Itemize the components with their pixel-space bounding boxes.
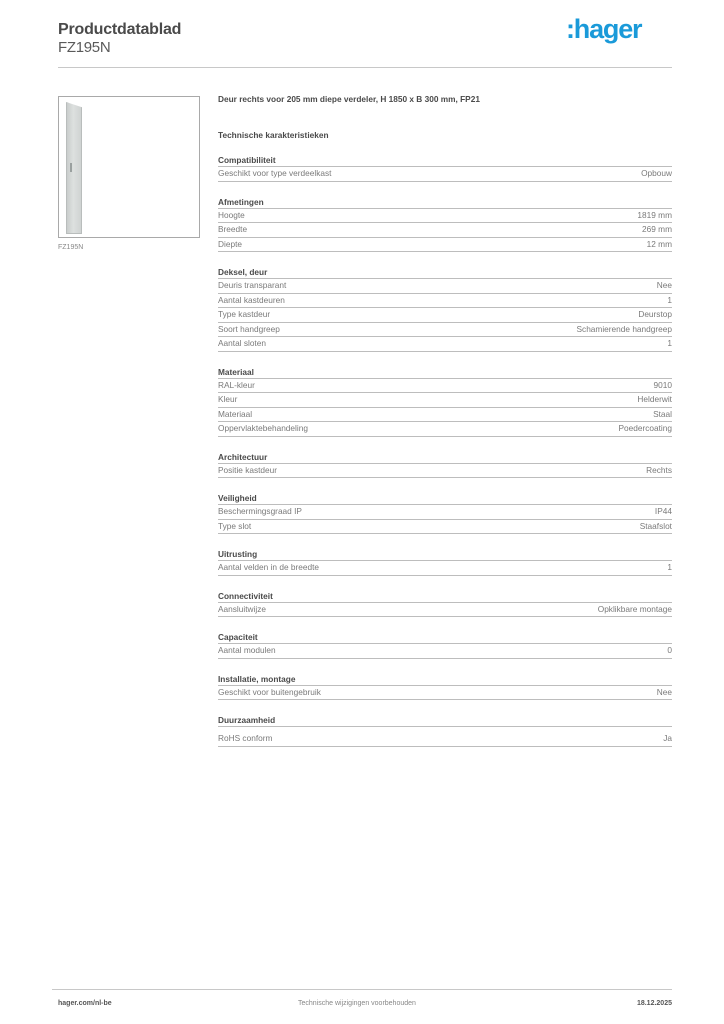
spec-value: 9010 (653, 379, 672, 390)
spec-label: Aansluitwijze (218, 603, 266, 614)
spec-value: Staal (653, 408, 672, 419)
section-heading: Installatie, montage (218, 673, 672, 686)
spec-label: Aantal sloten (218, 338, 266, 348)
spec-section (218, 714, 672, 747)
spec-label: Diepte (218, 238, 242, 249)
spec-section (218, 266, 672, 352)
spec-label: Kleur (218, 394, 238, 404)
spec-label: Beschermingsgraad IP (218, 506, 302, 516)
spec-row (218, 393, 672, 408)
spec-row (218, 520, 672, 535)
spec-row (218, 379, 672, 394)
spec-section (218, 451, 672, 479)
spec-row (218, 279, 672, 294)
spec-value: Staafslot (639, 520, 672, 531)
spec-row (218, 223, 672, 238)
spec-value: Schamierende handgreep (576, 323, 672, 334)
spec-label: Geschikt voor buitengebruik (218, 686, 321, 697)
spec-value: 1819 mm (637, 209, 672, 220)
spec-row (218, 505, 672, 520)
spec-row (218, 603, 672, 618)
spec-label: Breedte (218, 224, 248, 234)
spec-value: 0 (667, 645, 672, 655)
product-spec-content (218, 94, 672, 747)
section-heading: Veiligheid (218, 492, 672, 505)
spec-value: Nee (656, 686, 672, 697)
section-heading: Uitrusting (218, 548, 672, 561)
door-handle-icon (70, 163, 72, 172)
spec-value: Ja (663, 733, 672, 743)
section-heading: Architectuur (218, 451, 672, 464)
product-description: Deur rechts voor 205 mm diepe verdeler, H 1850 x B 300 mm, FP21 (218, 94, 480, 104)
spec-label: Positie kastdeur (218, 464, 278, 475)
spec-value: Opklikbare montage (597, 603, 672, 614)
spec-section (218, 631, 672, 659)
spec-value: 12 mm (646, 238, 672, 249)
spec-section (218, 492, 672, 534)
spec-value: IP44 (654, 506, 672, 516)
spec-value: 1 (667, 294, 672, 305)
spec-value: Rechts (646, 464, 672, 475)
spec-label: Aantal velden in de breedte (218, 562, 320, 572)
spec-label: Geschikt voor type verdeelkast (218, 168, 332, 178)
spec-value: Deurstop (638, 309, 672, 319)
spec-label: Type kastdeur (218, 309, 271, 319)
spec-section (218, 548, 672, 576)
footer-date: 18.12.2025 (636, 1000, 672, 1007)
spec-row (218, 308, 672, 323)
spec-section (218, 366, 672, 437)
spec-row (218, 561, 672, 576)
spec-label: Aantal kastdeuren (218, 294, 285, 305)
spec-label: Oppervlaktebehandeling (218, 423, 308, 433)
page-title: Productdatablad (58, 21, 182, 38)
section-heading: Duurzaamheid (218, 714, 672, 727)
section-heading: Compatibiliteit (218, 154, 672, 167)
section-heading: Connectiviteit (218, 590, 672, 603)
spec-label: RAL-kleur (218, 379, 255, 390)
hager-logo: :hager (566, 14, 642, 44)
product-image-caption: FZ195N (58, 244, 84, 251)
spec-label: Materiaal (218, 408, 253, 419)
spec-row (218, 323, 672, 338)
spec-value: 1 (667, 338, 672, 348)
spec-label: Soort handgreep (218, 323, 280, 334)
spec-value: Helderwit (637, 394, 672, 404)
section-heading: Afmetingen (218, 196, 672, 209)
spec-label: RoHS conform (218, 733, 273, 743)
product-image (58, 96, 200, 238)
spec-row (218, 732, 672, 747)
footer-divider (52, 989, 672, 990)
spec-row (218, 337, 672, 352)
spec-label: Aantal modulen (218, 645, 276, 655)
spec-row (218, 167, 672, 182)
section-heading: Deksel, deur (218, 266, 672, 279)
spec-label: Type slot (218, 520, 252, 531)
spec-row (218, 422, 672, 437)
spec-row (218, 209, 672, 224)
spec-sections (218, 154, 672, 747)
spec-row (218, 238, 672, 253)
spec-section (218, 590, 672, 618)
spec-row (218, 686, 672, 701)
spec-section (218, 673, 672, 701)
spec-row (218, 408, 672, 423)
footer-website: hager.com/nl-be (58, 1000, 112, 1007)
tech-characteristics-title: Technische karakteristieken (218, 130, 329, 140)
header-divider (58, 67, 672, 68)
spec-value: Nee (656, 280, 672, 290)
section-heading: Capaciteit (218, 631, 672, 644)
spec-section (218, 196, 672, 253)
spec-value: Opbouw (641, 168, 672, 178)
spec-value: 269 mm (642, 224, 672, 234)
section-heading: Materiaal (218, 366, 672, 379)
spec-label: Hoogte (218, 209, 245, 220)
spec-row (218, 644, 672, 659)
spec-value: 1 (667, 562, 672, 572)
spec-section (218, 154, 672, 182)
spec-row (218, 464, 672, 479)
footer-disclaimer: Technische wijzigingen voorbehouden (298, 1000, 416, 1007)
spec-row (218, 294, 672, 309)
spec-label: Deuris transparant (218, 280, 287, 290)
product-code: FZ195N (58, 39, 111, 56)
spec-value: Poedercoating (618, 423, 672, 433)
door-panel-icon (66, 102, 82, 234)
